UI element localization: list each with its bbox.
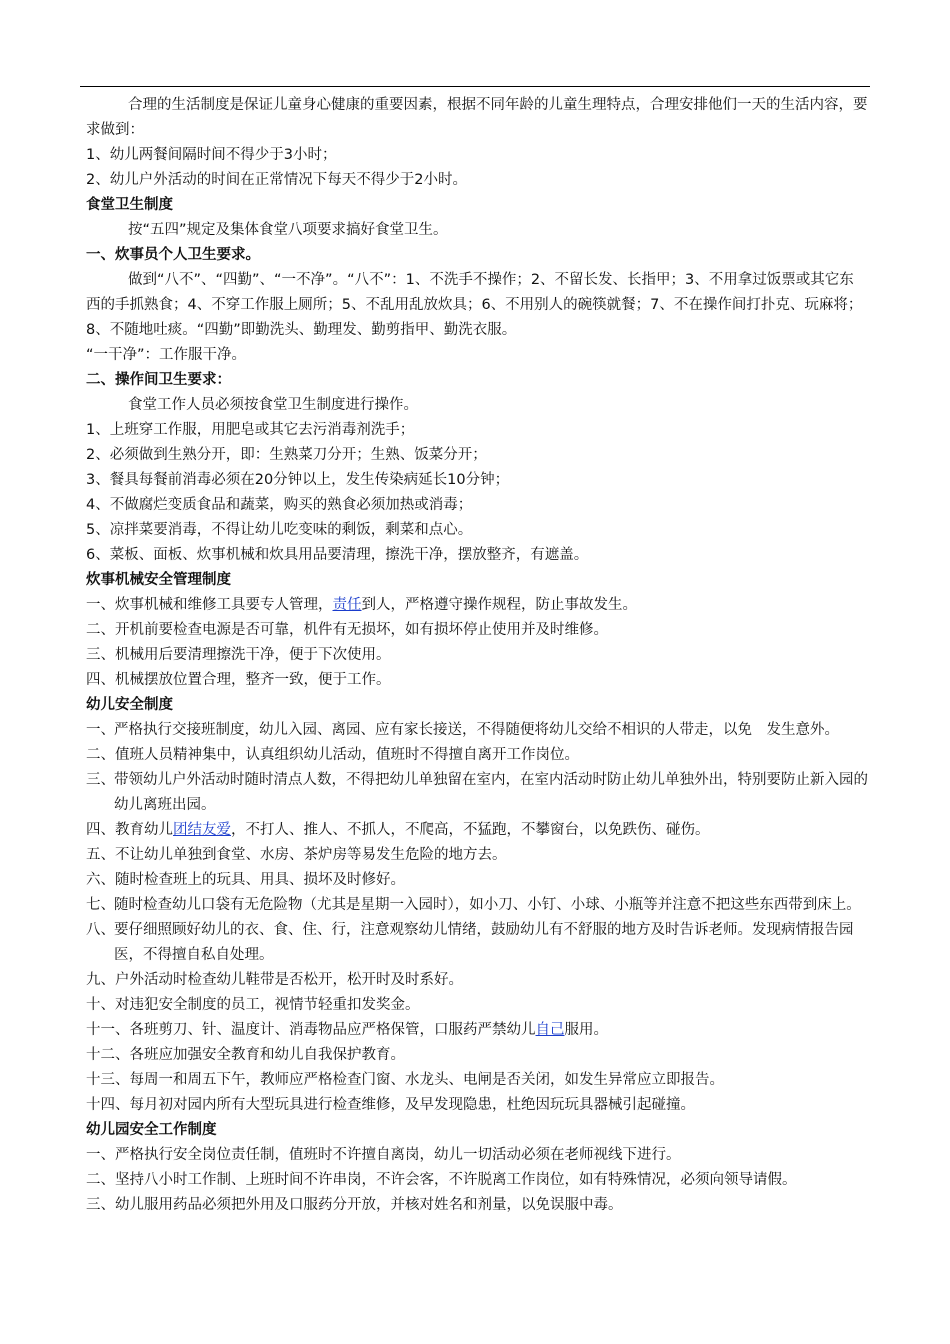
child-safety-item-1-number: 一、: [86, 722, 115, 738]
child-safety-item-3-number: 三、: [86, 772, 115, 788]
canteen-sec2-item-3: 3、餐具每餐前消毒必须在20分钟以上，发生传染病延长10分钟；: [86, 472, 510, 488]
machinery-item-3: 三、机械用后要清理擦洗干净，便于下次使用。: [86, 647, 391, 663]
intro-item-1: 1、幼儿两餐间隔时间不得少于3小时；: [86, 147, 337, 163]
child-safety-item-9: 九、户外活动时检查幼儿鞋带是否松开，松开时及时系好。: [86, 972, 463, 988]
child-safety-item-13: 十三、每周一和周五下午，教师应严格检查门窗、水龙头、电闸是否关闭，如发生异常应立即报告。: [86, 1072, 724, 1088]
canteen-sec2-title: 二、操作间卫生要求：: [86, 372, 231, 388]
machinery-item-1-text-a: 一、炊事机械和维修工具要专人管理，: [86, 597, 333, 613]
canteen-sec1-paragraph: 做到“八不”、“四勤”、“一不净”。“八不”：1、不洗手不操作；2、不留长发、长指甲；3、不用拿过饭票或其它东西的手抓熟食；4、不穿工作服上厕所；5、不乱用乱放炊具；6、不用别人的碗筷就餐；7、不在操作间打扑克、玩麻将；8、不随地吐痰。“四勤”即勤洗头、勤理发、勤剪指甲、勤洗衣服。: [86, 272, 863, 338]
responsibility-link[interactable]: 责任: [332, 597, 362, 613]
child-safety-item-8: [86, 918, 868, 968]
kindergarten-safety-item-3: 三、幼儿服用药品必须把外用及口服药分开放，并核对姓名和剂量，以免误服中毒。: [86, 1197, 623, 1213]
intro-item-2: 2、幼儿户外活动的时间在正常情况下每天不得少于2小时。: [86, 172, 467, 188]
child-safety-item-8-number: 八、: [86, 922, 115, 938]
unity-link[interactable]: 团结: [173, 822, 202, 838]
child-safety-item-4: [86, 818, 868, 843]
child-safety-item-4-text-b: ，不打人、推人、不抓人，不爬高，不猛跑，不攀窗台，以免跌伤、碰伤。: [231, 822, 710, 838]
child-safety-item-11-text-b: 服用。: [564, 1022, 608, 1038]
child-safety-item-4-text-a: 四、教育幼儿: [86, 822, 173, 838]
child-safety-item-10: 十、对违犯安全制度的员工，视情节轻重扣发奖金。: [86, 997, 420, 1013]
child-safety-item-14: 十四、每月初对园内所有大型玩具进行检查维修，及早发现隐患，杜绝因玩玩具器械引起碰撞。: [86, 1097, 695, 1113]
machinery-item-1: [86, 593, 868, 618]
child-safety-item-3-text: 带领幼儿户外活动时随时清点人数，不得把幼儿单独留在室内，在室内活动时防止幼儿单独外出，特别要防止新入园的幼儿离班出园。: [114, 772, 868, 813]
intro-paragraph: 合理的生活制度是保证儿童身心健康的重要因素，根据不同年龄的儿童生理特点，合理安排他们一天的生活内容，要求做到：: [86, 97, 868, 138]
canteen-sec2-item-6: 6、菜板、面板、炊事机械和炊具用品要清理，擦洗干净，摆放整齐，有遮盖。: [86, 547, 589, 563]
document-body: [86, 93, 868, 1218]
child-safety-item-5: 五、不让幼儿单独到食堂、水房、茶炉房等易发生危险的地方去。: [86, 847, 507, 863]
child-safety-item-7-text: 随时检查幼儿口袋有无危险物（尤其是星期一入园时），如小刀、小钉、小球、小瓶等并注意不把这些东西带到床上。: [114, 897, 861, 913]
child-safety-section-title: 幼儿安全制度: [86, 697, 173, 713]
child-safety-item-1-text: 严格执行交接班制度，幼儿入园、离园、应有家长接送，不得随便将幼儿交给不相识的人带走，以免 发生意外。: [114, 722, 839, 738]
child-safety-item-3: [86, 768, 868, 818]
child-safety-item-7-number: 七、: [86, 897, 115, 913]
child-safety-item-1: [86, 718, 868, 743]
canteen-sec1-paragraph-2: “一干净”：工作服干净。: [86, 347, 247, 363]
child-safety-item-6: 六、随时检查班上的玩具、用具、损坏及时修好。: [86, 872, 405, 888]
header-rule: [80, 86, 870, 87]
child-safety-item-11-text-a: 十一、各班剪刀、针、温度计、消毒物品应严格保管，口服药严禁幼儿: [86, 1022, 536, 1038]
child-safety-item-7: [86, 893, 868, 918]
machinery-section-title: 炊事机械安全管理制度: [86, 572, 231, 588]
child-safety-item-11: [86, 1018, 868, 1043]
canteen-sec2-item-2: 2、必须做到生熟分开，即：生熟菜刀分开；生熟、饭菜分开；: [86, 447, 487, 463]
canteen-sec2-item-5: 5、凉拌菜要消毒，不得让幼儿吃变味的剩饭，剩菜和点心。: [86, 522, 473, 538]
self-link[interactable]: 自己: [535, 1022, 565, 1038]
child-safety-item-12: 十二、各班应加强安全教育和幼儿自我保护教育。: [86, 1047, 405, 1063]
machinery-item-4: 四、机械摆放位置合理，整齐一致，便于工作。: [86, 672, 391, 688]
canteen-sec2-item-1: 1、上班穿工作服，用肥皂或其它去污消毒剂洗手；: [86, 422, 415, 438]
canteen-sec2-intro: 食堂工作人员必须按食堂卫生制度进行操作。: [128, 397, 418, 413]
canteen-sec1-title: 一、炊事员个人卫生要求。: [86, 247, 260, 263]
kindergarten-safety-item-2: 二、坚持八小时工作制、上班时间不许串岗，不许会客，不许脱离工作岗位，如有特殊情况，必须向领导请假。: [86, 1172, 797, 1188]
friendship-link[interactable]: 友爱: [202, 822, 231, 838]
kindergarten-safety-section-title: 幼儿园安全工作制度: [86, 1122, 217, 1138]
canteen-intro: 按“五四”规定及集体食堂八项要求搞好食堂卫生。: [128, 222, 448, 238]
child-safety-item-2: 二、值班人员精神集中，认真组织幼儿活动，值班时不得擅自离开工作岗位。: [86, 747, 579, 763]
canteen-section-title: 食堂卫生制度: [86, 197, 173, 213]
child-safety-item-8-text: 要仔细照顾好幼儿的衣、食、住、行，注意观察幼儿情绪，鼓励幼儿有不舒服的地方及时告诉老师。发现病情报告园医，不得擅自私自处理。: [114, 922, 854, 963]
machinery-item-2: 二、开机前要检查电源是否可靠，机件有无损坏，如有损坏停止使用并及时维修。: [86, 622, 608, 638]
canteen-sec2-item-4: 4、不做腐烂变质食品和蔬菜，购买的熟食必须加热或消毒；: [86, 497, 473, 513]
kindergarten-safety-item-1: 一、严格执行安全岗位责任制，值班时不许擅自离岗，幼儿一切活动必须在老师视线下进行。: [86, 1147, 681, 1163]
machinery-item-1-text-b: 到人，严格遵守操作规程，防止事故发生。: [361, 597, 637, 613]
